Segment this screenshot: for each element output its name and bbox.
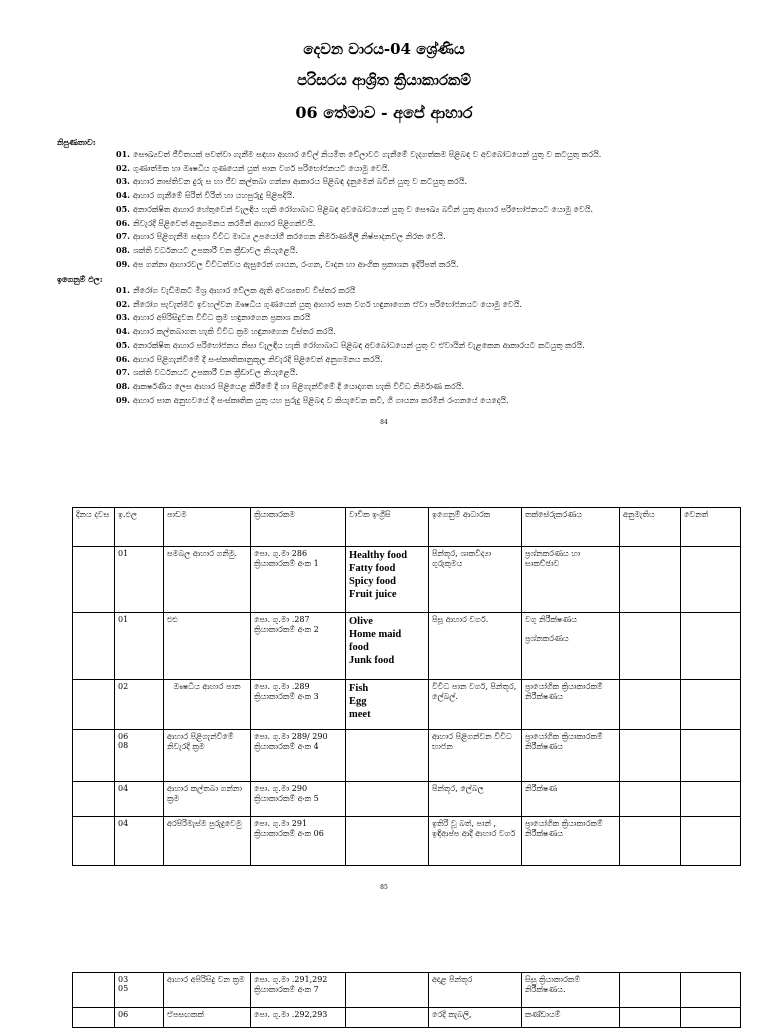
- cell-oral-english: [346, 730, 429, 782]
- list-item: [116, 217, 601, 231]
- cell-lesson: සමබල ආහාර ගනිමු.: [164, 547, 251, 613]
- table-row: [73, 730, 741, 782]
- cell-approval: [620, 817, 681, 866]
- cell-lesson: ආහාර අපිරිසිදු වන ක්‍රම: [164, 973, 251, 1008]
- cell-date: [73, 817, 115, 866]
- item-number: 03.: [116, 176, 130, 187]
- cell-activity: පො. ගු.මා .287 ක්‍රියාකාරකම් අංක 2: [251, 613, 346, 680]
- cell-outcome: 01: [115, 547, 164, 613]
- list-item: [116, 244, 601, 258]
- outcomes-heading: ඉගෙනුම් ඵල:: [57, 274, 103, 284]
- table-row: [73, 782, 741, 817]
- cell-approval: [620, 613, 681, 680]
- table-row: [73, 973, 741, 1008]
- cell-learning-aids: පින්තූර, ලේබල: [429, 782, 522, 817]
- item-text: ආකර්ෂණීය ලෙස ආහාර පිළියෙළ කිරීමේ දී හා පිළිගැන්වීමේ දී යොදාගත හැකි විවිධ නිර්මාණ කරයි.: [133, 381, 465, 391]
- item-text: අනාරක්ෂිත ආහාර හේතුවෙන් වැලඳිය හැකි රෝගාබාධ පිළිබඳ අවබෝධයෙන් යුතු ව සෞඛ්‍ය බවින් යුතු ආහාර පරිභෝජනයට යොමු වෙයි.: [133, 204, 594, 214]
- cell-outcome: 06: [115, 1008, 164, 1028]
- cell-lesson: ආහාර පිළිගැන්වීමේ නිවැරදි ක්‍රම: [164, 730, 251, 782]
- list-item: [116, 339, 585, 353]
- cell-learning-aids: ආහාර පිළිගන්වන විවිධ භාජන: [429, 730, 522, 782]
- cell-lesson: ආහාර කල්තබා ගන්නා ක්‍රම: [164, 782, 251, 817]
- cell-activity: පො. ගු.මා 291 ක්‍රියාකාරකම් අංක 06: [251, 817, 346, 866]
- col-header-outcome: ඉ.ඵල: [115, 508, 164, 547]
- cell-oral-english: [346, 973, 429, 1008]
- item-number: 04.: [116, 326, 130, 337]
- page-number: 85: [380, 884, 388, 891]
- cell-assessment: ප්‍රායෝගික ක්‍රියාකාරකම් නිරීක්ෂණය: [522, 817, 620, 866]
- cell-other: [681, 817, 741, 866]
- header-line-1: දෙවන වාරය-04 ශ්‍රේණිය: [303, 40, 465, 58]
- competencies-heading: නිපුණතාව:: [57, 137, 96, 147]
- cell-learning-aids: පිසූ ආහාර වර්ග.: [429, 613, 522, 680]
- table-row: [73, 817, 741, 866]
- cell-date: [73, 680, 115, 730]
- col-header-date: දිනය දවස: [73, 508, 115, 547]
- list-item: [116, 230, 601, 244]
- item-number: 03.: [116, 312, 130, 323]
- item-text: ආහාර පාන අනුභවයේ දී සංස්කෘතික යුතු යහ පුරුදු පිළිබඳ ව කියැවෙන කවි, ගී ගායනා කරමින් රංගනයේ යෙදෙයි.: [133, 395, 509, 405]
- item-number: 01.: [116, 285, 130, 295]
- item-number: 05.: [116, 339, 130, 350]
- table-row: [73, 547, 741, 613]
- cell-outcome: 02: [115, 680, 164, 730]
- cell-assessment: කණ්ඩායම්: [522, 1008, 620, 1028]
- list-item: [116, 366, 585, 380]
- cell-approval: [620, 547, 681, 613]
- item-text: ශක්ති වර්ධනයට උපකාරී වන ක්‍රීඩාවල නියැළෙයි.: [133, 368, 298, 378]
- list-item: [116, 148, 601, 162]
- list-item: [116, 189, 601, 203]
- lesson-plan-table: [72, 507, 741, 866]
- outcomes-list: [116, 284, 585, 407]
- cell-oral-english: [346, 1008, 429, 1028]
- item-text: අනාරක්ෂිත ආහාර පරිභෝජනය නිසා වැලඳිය හැකි රෝගාබාධ පිළිබඳ අවබෝධයෙන් යුතු ව ඒවායින් වැළකෙන ආකාරයට කටයුතු කරයි.: [133, 340, 585, 350]
- item-text: ආහාර පිළිගැනීම සඳහා විවිධ මාධ්‍ය උපයෝගී කරගෙන නිර්මාණශීලී නිෂ්පාදනවල නිරත වෙයි.: [133, 232, 446, 242]
- item-number: 02.: [116, 162, 130, 173]
- cell-outcome: 06 08: [115, 730, 164, 782]
- cell-assessment: නිරීක්ෂණ: [522, 782, 620, 817]
- item-text: ආහාර කල්තබාගත හැකි විවිධ ක්‍රම හඳුනාගෙන විස්තර කරයි.: [133, 327, 336, 337]
- list-item: [116, 325, 585, 339]
- item-text: අප ගන්නා ආහාරවල විවිධත්වය ඇසුරෙන් ගායන, රංගන, වාදන හා ආංගික ප්‍රකාශන ඉදිරිපත් කරයි.: [133, 259, 459, 269]
- item-text: ශක්ති වර්ධනයට උපකාරී වන ක්‍රීඩාවල නියැළෙයි.: [133, 245, 298, 255]
- item-text: නීරෝග වැඩීමකට මිශ්‍ර ආහාර වේලක ඇති අවශ්‍යතාව විස්තර කරයි: [133, 286, 356, 295]
- col-header-assessment: තක්සේරුකරණය: [522, 508, 620, 547]
- cell-lesson: ඖෂධීය ආහාර පාන: [164, 680, 251, 730]
- list-item: [116, 353, 585, 367]
- item-number: 09.: [116, 258, 130, 269]
- item-number: 01.: [116, 149, 130, 159]
- list-item: [116, 258, 601, 272]
- cell-approval: [620, 782, 681, 817]
- header-line-2: පරිසරය ආශ්‍රිත ක්‍රියාකාරකම්: [296, 71, 472, 89]
- cell-other: [681, 547, 741, 613]
- cell-outcome: 01: [115, 613, 164, 680]
- cell-lesson: ඒපසඟකක්: [164, 1008, 251, 1028]
- table-row: [73, 1008, 741, 1028]
- cell-assessment: ප්‍රායෝගික ක්‍රියාකාරකම් නිරීක්ෂණය: [522, 730, 620, 782]
- list-item: [116, 380, 585, 394]
- cell-outcome: 03 05: [115, 973, 164, 1008]
- col-header-approval: අනුමැතිය: [620, 508, 681, 547]
- cell-approval: [620, 1008, 681, 1028]
- cell-learning-aids: පින්තූර, ශාකවිද්‍යා ගුරුකුමය: [429, 547, 522, 613]
- cell-assessment: ප්‍රායෝගික ක්‍රියාකාරකම් නිරීක්ෂණය: [522, 680, 620, 730]
- item-number: 07.: [116, 367, 130, 378]
- cell-other: [681, 1008, 741, 1028]
- cell-approval: [620, 680, 681, 730]
- competencies-list: [116, 148, 601, 271]
- cell-assessment: ප්‍රශ්නකරණය හා සාකච්ඡාව: [522, 547, 620, 613]
- cell-lesson: අරපිරිමැස්ම පුරුදුවෙමු: [164, 817, 251, 866]
- table-row: [73, 613, 741, 680]
- item-text: ආහාර අපිරිසිදුවන විවිධ ක්‍රම හඳුනාගෙන ප්‍රකාශ කරයි: [133, 313, 311, 323]
- cell-activity: පො. ගු.මා .289 ක්‍රියාකාරකම් අංක 3: [251, 680, 346, 730]
- item-text: සෞඛ්‍යවත් ජීවිතයක් පවත්වා ගැනීම සඳහා ආහාර වේල් නියමිත වේලාවට ගැනීමේ වැදගත්කම පිළිබඳ ව අවබෝධයෙන් යුතු ව කටයුතු කරයි.: [133, 150, 602, 159]
- cell-oral-english: Healthy food Fatty food Spicy food Fruit juice: [346, 547, 429, 613]
- cell-approval: [620, 730, 681, 782]
- list-item: [116, 298, 585, 312]
- list-item: [116, 311, 585, 325]
- cell-activity: පො. ගු.මා 290 ක්‍රියාකාරකම් අංක 5: [251, 782, 346, 817]
- item-text: ගුණාත්මක හා ඖෂධීය ගුණයෙන් යුත් පාන වර්ග පරිභෝජනයට යොමු වෙයි.: [133, 163, 390, 173]
- item-number: 07.: [116, 231, 130, 242]
- cell-date: [73, 613, 115, 680]
- cell-outcome: 04: [115, 817, 164, 866]
- item-number: 08.: [116, 380, 130, 391]
- cell-date: [73, 730, 115, 782]
- page-number: 84: [380, 419, 388, 426]
- col-header-other: වෙනත්: [681, 508, 741, 547]
- list-item: [116, 394, 585, 408]
- cell-oral-english: Olive Home maid food Junk food: [346, 613, 429, 680]
- item-number: 06.: [116, 353, 130, 364]
- cell-approval: [620, 973, 681, 1008]
- item-number: 08.: [116, 244, 130, 255]
- item-number: 05.: [116, 203, 130, 214]
- cell-other: [681, 730, 741, 782]
- cell-learning-aids: රෙදි කැබලි,: [429, 1008, 522, 1028]
- item-text: ආහාර නාස්තිවන දුරු ස හා ජීව කල්තබා ගන්නා ආකාරය පිළිබඳ දැනුමෙන් බවින් යුතු ව කටයුතු කරයි.: [133, 177, 468, 187]
- item-number: 09.: [116, 394, 130, 405]
- cell-learning-aids: විවිධ පාන වර්ග, පින්තූර, ලේබල්.: [429, 680, 522, 730]
- list-item: [116, 162, 601, 176]
- list-item: [116, 203, 601, 217]
- cell-outcome: 04: [115, 782, 164, 817]
- cell-activity: පො. ගු.මා 286 ක්‍රියාකාරකම් අංක 1: [251, 547, 346, 613]
- cell-other: [681, 613, 741, 680]
- cell-date: [73, 1008, 115, 1028]
- lesson-plan-table-continued: [72, 972, 741, 1028]
- col-header-activity: ක්‍රියාකාරකම: [251, 508, 346, 547]
- item-number: 06.: [116, 217, 130, 228]
- cell-assessment: වගු නිරීක්ෂණය ප්‍රශ්නකරණය: [522, 613, 620, 680]
- cell-activity: පො. ගු.මා .291,292 ක්‍රියාකාරකම් අංක 7: [251, 973, 346, 1008]
- list-item: [116, 284, 585, 298]
- col-header-learning-aids: ඉගෙනුම් ආධාරක: [429, 508, 522, 547]
- item-text: නීරෝග පැවැත්මට ඉවහල්වන ඖෂධීය ගුණයෙන් යුතු ආහාර පාන වර්ග හඳුනාගෙන ඒවා පරිභෝජනයට යොමු වෙයි.: [133, 299, 522, 309]
- cell-date: [73, 782, 115, 817]
- cell-activity: පො. ගු.මා 289/ 290 ක්‍රියාකාරකම් අංක 4: [251, 730, 346, 782]
- cell-date: [73, 547, 115, 613]
- cell-oral-english: [346, 782, 429, 817]
- header-line-3: 06 තේමාව - අපේ ආහාර: [295, 103, 473, 122]
- cell-date: [73, 973, 115, 1008]
- cell-oral-english: Fish Egg meet: [346, 680, 429, 730]
- cell-other: [681, 680, 741, 730]
- item-number: 04.: [116, 190, 130, 201]
- cell-other: [681, 973, 741, 1008]
- cell-learning-aids: ඉතිරි වූ බත්, පාන් , ඉඳිආප්ප ආදී ආහාර වර්ග: [429, 817, 522, 866]
- table-row: [73, 680, 741, 730]
- cell-assessment: සිසු ක්‍රියාකාරකම් නිරීක්ෂණය.: [522, 973, 620, 1008]
- item-number: 02.: [116, 298, 130, 309]
- item-text: ආහාර ගැනීමේ සිරිත් විරිත් හා යහපුරුදු පිළිපදියි.: [133, 191, 295, 201]
- cell-other: [681, 782, 741, 817]
- col-header-lesson: පාඩම: [164, 508, 251, 547]
- cell-activity: පො. ගු.මා .292,293: [251, 1008, 346, 1028]
- item-text: ආහාර පිළිගැන්වීමේ දී සංස්කෘතිකානුකූල නිවැරදි පිළිවෙත් අනුගමනය කරයි.: [133, 354, 383, 364]
- item-text: නිවැරදි පිළිවෙත් අනුගමනය කරමින් ආහාර පිළිගන්වයි.: [133, 218, 316, 228]
- cell-learning-aids: අදාළ පින්තූර: [429, 973, 522, 1008]
- col-header-oral-english: වාචික ඉංග්‍රීසි: [346, 508, 429, 547]
- list-item: [116, 175, 601, 189]
- cell-lesson: එළු: [164, 613, 251, 680]
- cell-oral-english: [346, 817, 429, 866]
